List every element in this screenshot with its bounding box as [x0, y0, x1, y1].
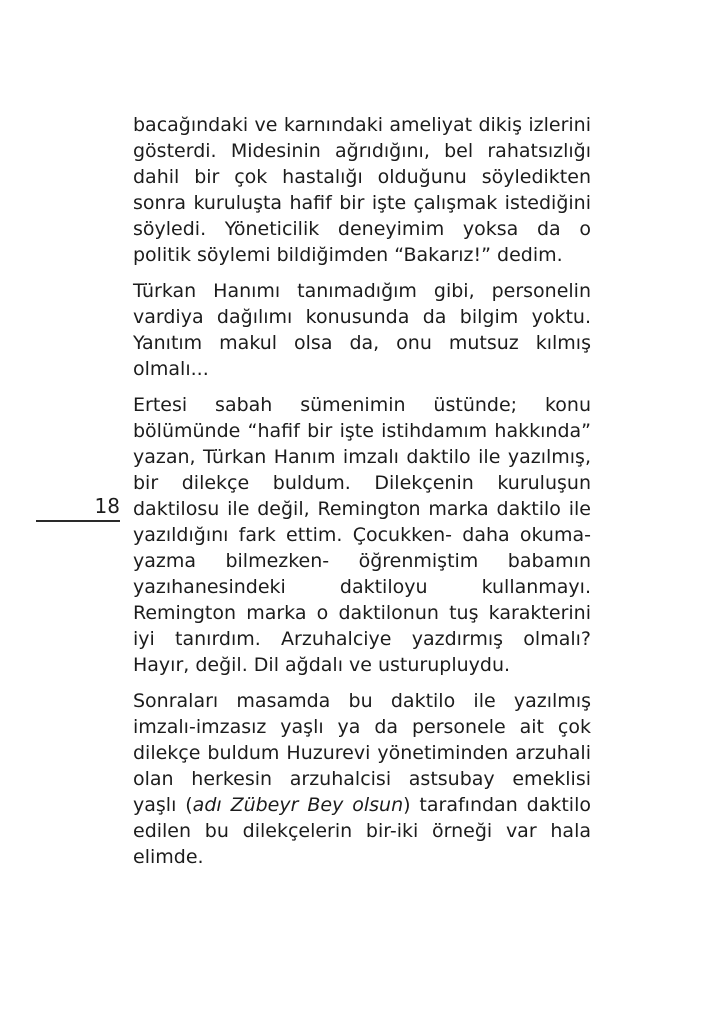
- paragraph-4-italic-aside: adı Zübeyr Bey olsun: [192, 794, 404, 816]
- paragraph-4-text-after: ) tarafından daktilo edilen bu dilekçelerin bir-iki örneği var hala elimde.: [133, 794, 591, 868]
- page-number: 18: [36, 494, 120, 522]
- paragraph-3: Ertesi sabah sümenimin üstünde; konu bölümünde “hafif bir işte istihdamım hakkında” yazan, Türkan Hanım imzalı daktilo ile yazılmış, bir dilekçe buldum. Dilekçenin kuruluşun daktilosu ile değil, Remington marka daktilo ile yazıldığını fark ettim. Çocukken- daha okuma-yazma bilmezken- öğrenmiştim babamın yazıhanesindeki daktiloyu kullanmayı. Remington marka o daktilonun tuş karakterini iyi tanırdım. Arzuhalciye yazdırmış olmalı? Hayır, değil. Dil ağdalı ve usturupluydu.: [133, 394, 591, 676]
- body-text: [133, 112, 591, 880]
- paragraph-1: bacağındaki ve karnındaki ameliyat dikiş izlerini gösterdi. Midesinin ağrıdığını, bel rahatsızlığı dahil bir çok hastalığı olduğunu söyledikten sonra kuruluşta hafif bir işte çalışmak istediğini söyledi. Yöneticilik deneyimim yoksa da o politik söylemi bildiğimden “Bakarız!” dedim.: [133, 114, 591, 266]
- paragraph-4: [133, 688, 591, 870]
- paragraph-2: Türkan Hanımı tanımadığım gibi, personelin vardiya dağılımı konusunda da bilgim yoktu. Yanıtım makul olsa da, onu mutsuz kılmış olmalı...: [133, 280, 591, 380]
- paragraph-4-text-before: Sonraları masamda bu daktilo ile yazılmış imzalı-imzasız yaşlı ya da personele ait çok dilekçe buldum Huzurevi yönetiminden arzuhali olan herkesin arzuhalcisi astsubay emeklisi yaşlı (: [133, 690, 591, 816]
